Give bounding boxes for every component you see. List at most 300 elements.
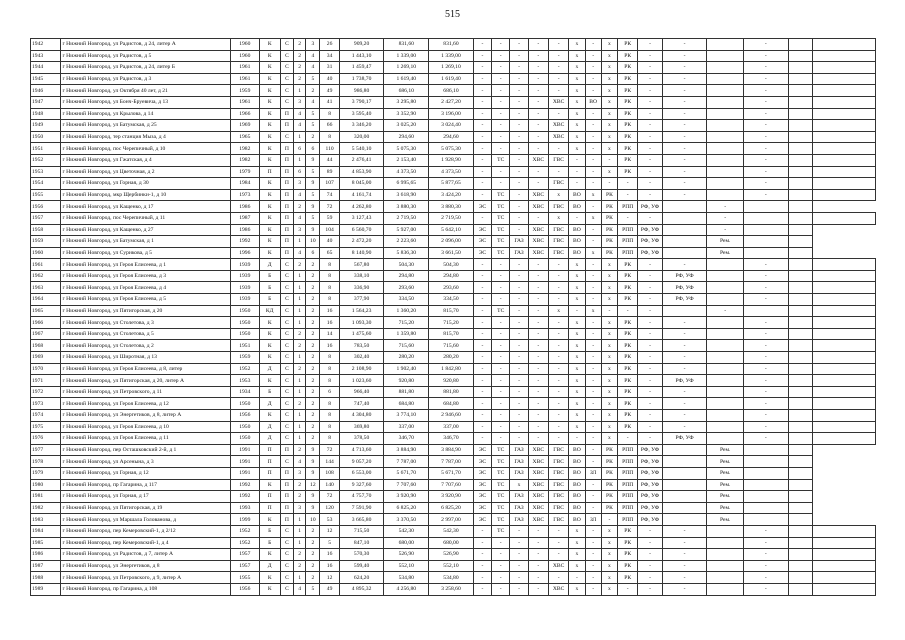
table-cell: - bbox=[662, 410, 707, 422]
table-cell: - bbox=[492, 259, 510, 271]
table-cell: С bbox=[280, 317, 293, 329]
table-cell bbox=[788, 259, 812, 271]
table-cell: 1939 bbox=[231, 259, 259, 271]
table-cell: - bbox=[638, 583, 662, 595]
table-cell: - bbox=[492, 410, 510, 422]
table-cell: 1951 bbox=[31, 143, 61, 155]
table-cell: 1 bbox=[294, 421, 306, 433]
table-cell: - bbox=[510, 410, 528, 422]
table-cell: 9 bbox=[306, 178, 320, 190]
table-row bbox=[31, 50, 876, 62]
table-cell: 2 bbox=[306, 549, 320, 561]
table-cell: 1989 bbox=[31, 583, 61, 595]
table-cell: - bbox=[473, 583, 491, 595]
table-cell: 1981 bbox=[31, 491, 61, 503]
table-cell: - bbox=[548, 386, 568, 398]
table-cell: - bbox=[662, 120, 707, 132]
table-cell bbox=[813, 154, 876, 166]
table-cell: 4 262,80 bbox=[339, 201, 384, 213]
table-cell: - bbox=[473, 131, 491, 143]
table-cell: ВО bbox=[569, 491, 585, 503]
table-cell: - bbox=[601, 154, 617, 166]
table-cell: 1957 bbox=[231, 549, 259, 561]
table-cell: П bbox=[280, 178, 293, 190]
table-cell: РК bbox=[601, 201, 617, 213]
table-cell: г Нижний Новгород, пр Гагарина, д 117 bbox=[61, 479, 231, 491]
table-cell: - bbox=[492, 73, 510, 85]
table-cell: С bbox=[280, 73, 293, 85]
table-cell: 280,20 bbox=[429, 352, 474, 364]
table-cell: г Нижний Новгород, ул Горная, д 12 bbox=[61, 467, 231, 479]
table-cell: 1959 bbox=[31, 236, 61, 248]
table-cell: - bbox=[528, 572, 548, 584]
table-cell: ГАЗ bbox=[510, 247, 528, 259]
table-cell: С bbox=[280, 525, 293, 537]
table-cell: г Нижний Новгород, ул Радистов, д 7, литер А bbox=[61, 549, 231, 561]
table-cell: РК bbox=[618, 421, 638, 433]
table-cell: 3 661,50 bbox=[429, 247, 474, 259]
table-cell: 9 bbox=[306, 154, 320, 166]
table-cell: 8 045,00 bbox=[339, 178, 384, 190]
table-cell: х bbox=[569, 328, 585, 340]
table-cell: 1 339,00 bbox=[429, 50, 474, 62]
table-cell: 2 719,50 bbox=[429, 212, 474, 224]
table-cell: РК bbox=[618, 375, 638, 387]
table-cell: - bbox=[585, 62, 601, 74]
table-cell: - bbox=[510, 108, 528, 120]
table-cell: - bbox=[585, 525, 601, 537]
table-cell: 1 bbox=[294, 572, 306, 584]
table-cell: 570,30 bbox=[339, 549, 384, 561]
table-cell bbox=[707, 317, 744, 329]
table-cell: х bbox=[601, 328, 617, 340]
table-cell: П bbox=[259, 491, 280, 503]
table-cell: 5 877,65 bbox=[429, 178, 474, 190]
table-cell: - bbox=[528, 50, 548, 62]
table-cell bbox=[707, 154, 744, 166]
table-cell: ТС bbox=[492, 525, 510, 537]
table-cell: - bbox=[548, 85, 568, 97]
table-cell: 2 bbox=[294, 549, 306, 561]
table-cell: 2 997,00 bbox=[429, 514, 474, 526]
table-cell: П bbox=[280, 143, 293, 155]
table-cell: РК bbox=[601, 491, 617, 503]
table-cell: х bbox=[601, 549, 617, 561]
table-cell: - bbox=[473, 50, 491, 62]
table-cell: - bbox=[585, 537, 601, 549]
table-cell bbox=[707, 421, 744, 433]
table-cell: - bbox=[528, 166, 548, 178]
table-cell: 1955 bbox=[231, 572, 259, 584]
table-cell: ХВС bbox=[548, 560, 568, 572]
table-cell bbox=[813, 96, 876, 108]
table-cell: - bbox=[585, 583, 601, 595]
table-cell: К bbox=[259, 96, 280, 108]
table-cell: - bbox=[473, 305, 491, 317]
table-cell: г Нижний Новгород, ул Маршала Голованова, д bbox=[61, 514, 231, 526]
table-cell: 783,50 bbox=[339, 340, 384, 352]
table-cell bbox=[788, 410, 812, 422]
table-cell: С bbox=[280, 433, 293, 445]
table-cell: х bbox=[601, 352, 617, 364]
table-cell: - bbox=[569, 154, 585, 166]
table-cell: 1987 bbox=[31, 560, 61, 572]
table-cell: - bbox=[548, 433, 568, 445]
table-cell: - bbox=[492, 143, 510, 155]
table-row bbox=[31, 456, 876, 468]
table-cell: - bbox=[492, 537, 510, 549]
table-cell: х bbox=[548, 189, 568, 201]
housing-register-table bbox=[30, 38, 876, 596]
table-cell: - bbox=[638, 259, 662, 271]
table-cell: х bbox=[601, 340, 617, 352]
table-cell: г Нижний Новгород, ул Сурикова, д 5 bbox=[61, 247, 231, 259]
table-cell: 1939 bbox=[231, 282, 259, 294]
table-row bbox=[31, 467, 876, 479]
table-cell: - bbox=[743, 352, 788, 364]
table-cell bbox=[813, 340, 876, 352]
table-cell: 1987 bbox=[231, 212, 259, 224]
table-cell: К bbox=[259, 224, 280, 236]
table-cell: - bbox=[548, 294, 568, 306]
table-cell: 4 757,70 bbox=[339, 491, 384, 503]
table-cell: - bbox=[638, 282, 662, 294]
table-cell: 599,40 bbox=[339, 560, 384, 572]
table-cell: - bbox=[492, 572, 510, 584]
table-cell bbox=[788, 467, 812, 479]
table-cell bbox=[707, 572, 744, 584]
table-cell: 108 bbox=[320, 467, 339, 479]
table-cell: РК bbox=[601, 444, 617, 456]
table-cell: - bbox=[510, 62, 528, 74]
table-cell bbox=[813, 120, 876, 132]
table-cell: 4 161,74 bbox=[339, 189, 384, 201]
table-cell bbox=[813, 375, 876, 387]
table-cell: 1952 bbox=[231, 525, 259, 537]
table-cell: 686,10 bbox=[384, 85, 429, 97]
table-cell: 1 269,10 bbox=[384, 62, 429, 74]
table-cell: - bbox=[510, 50, 528, 62]
table-cell: - bbox=[638, 178, 662, 190]
table-cell: 4 713,60 bbox=[339, 444, 384, 456]
table-cell: К bbox=[259, 375, 280, 387]
table-cell: х bbox=[601, 363, 617, 375]
table-cell bbox=[788, 247, 812, 259]
table-row bbox=[31, 96, 876, 108]
table-cell bbox=[788, 352, 812, 364]
table-cell: 377,90 bbox=[339, 294, 384, 306]
table-cell: РК bbox=[618, 85, 638, 97]
table-cell: 1944 bbox=[31, 62, 61, 74]
table-cell: х bbox=[569, 375, 585, 387]
table-cell: ГВС bbox=[548, 467, 568, 479]
table-cell: РК bbox=[618, 386, 638, 398]
table-cell: - bbox=[473, 62, 491, 74]
table-cell: 1986 bbox=[31, 549, 61, 561]
table-cell bbox=[788, 236, 812, 248]
table-cell: ТС bbox=[492, 154, 510, 166]
table-cell: 4 bbox=[294, 212, 306, 224]
table-cell: - bbox=[662, 421, 707, 433]
table-cell: г Нижний Новгород, пос Черепичный, д 10 bbox=[61, 143, 231, 155]
table-cell: 2 bbox=[306, 386, 320, 398]
table-cell: - bbox=[473, 154, 491, 166]
table-cell: РК bbox=[601, 224, 617, 236]
table-cell: ХВС bbox=[528, 502, 548, 514]
table-cell: - bbox=[743, 259, 788, 271]
table-cell: 1950 bbox=[31, 131, 61, 143]
table-cell: РФ, УФ bbox=[662, 294, 707, 306]
table-cell bbox=[813, 73, 876, 85]
table-cell: - bbox=[585, 433, 601, 445]
table-cell: - bbox=[528, 363, 548, 375]
table-cell: 5 671,70 bbox=[384, 467, 429, 479]
table-cell: 1945 bbox=[31, 73, 61, 85]
table-cell bbox=[707, 583, 744, 595]
table-cell: 6 995,65 bbox=[384, 178, 429, 190]
table-cell: - bbox=[585, 154, 601, 166]
table-cell: П bbox=[259, 456, 280, 468]
table-cell: С bbox=[280, 572, 293, 584]
table-cell: - bbox=[569, 178, 585, 190]
table-cell: 2 bbox=[294, 328, 306, 340]
table-cell: 504,30 bbox=[384, 259, 429, 271]
table-cell: Рем. bbox=[707, 236, 744, 248]
table-cell: 7 787,00 bbox=[429, 456, 474, 468]
table-cell: г Нижний Новгород, ул Пятигорская, д 19 bbox=[61, 502, 231, 514]
table-cell: - bbox=[662, 166, 707, 178]
table-cell: 2 946,60 bbox=[429, 410, 474, 422]
table-cell: П bbox=[280, 120, 293, 132]
table-cell: С bbox=[280, 363, 293, 375]
table-cell: 1 928,90 bbox=[429, 154, 474, 166]
table-cell: - bbox=[473, 166, 491, 178]
table-cell: РК bbox=[618, 549, 638, 561]
table-cell: РК bbox=[601, 479, 617, 491]
table-cell: - bbox=[743, 410, 788, 422]
table-cell: 2 bbox=[306, 433, 320, 445]
table-cell: 1959 bbox=[231, 352, 259, 364]
table-cell: 5 836,30 bbox=[384, 247, 429, 259]
table-cell: РК bbox=[618, 317, 638, 329]
table-cell: х bbox=[569, 410, 585, 422]
table-cell: - bbox=[528, 433, 548, 445]
table-cell: г Нижний Новгород, ул Героя Елисеева, д 3 bbox=[61, 270, 231, 282]
table-cell: 4 304,80 bbox=[339, 410, 384, 422]
table-cell: - bbox=[548, 410, 568, 422]
table-cell: РПП bbox=[618, 456, 638, 468]
table-cell: 1999 bbox=[231, 514, 259, 526]
table-cell bbox=[788, 317, 812, 329]
table-cell: 2 bbox=[306, 85, 320, 97]
table-cell: - bbox=[662, 154, 707, 166]
table-cell bbox=[788, 201, 812, 213]
table-cell: - bbox=[473, 328, 491, 340]
table-cell: К bbox=[259, 120, 280, 132]
table-cell: - bbox=[528, 39, 548, 51]
table-cell: - bbox=[548, 537, 568, 549]
table-cell: 8 bbox=[320, 352, 339, 364]
table-cell: 3 025,20 bbox=[384, 120, 429, 132]
table-cell: ГАЗ bbox=[510, 502, 528, 514]
table-row bbox=[31, 247, 876, 259]
table-cell: Рем. bbox=[707, 247, 744, 259]
table-cell: 40 bbox=[320, 73, 339, 85]
table-cell: - bbox=[510, 398, 528, 410]
table-cell bbox=[662, 467, 707, 479]
table-cell bbox=[743, 491, 788, 503]
table-cell: - bbox=[743, 386, 788, 398]
table-cell: ХВС bbox=[528, 189, 548, 201]
table-cell: ГВС bbox=[548, 491, 568, 503]
table-cell: 1 842,80 bbox=[429, 363, 474, 375]
table-cell: 1959 bbox=[231, 85, 259, 97]
table-cell: г Нижний Новгород, ул Октября 40 лет, д 21 bbox=[61, 85, 231, 97]
table-cell: - bbox=[569, 433, 585, 445]
table-cell: РФ, УФ bbox=[662, 270, 707, 282]
table-cell: г Нижний Новгород, ул Энергетиков, д 8, литер А bbox=[61, 410, 231, 422]
table-cell: П bbox=[280, 154, 293, 166]
table-cell: - bbox=[638, 352, 662, 364]
table-cell: 3 bbox=[294, 178, 306, 190]
table-cell bbox=[813, 189, 876, 201]
table-cell: - bbox=[601, 178, 617, 190]
table-cell: г Нижний Новгород, ул Героя Елисеева, д 4 bbox=[61, 282, 231, 294]
table-cell: - bbox=[618, 212, 638, 224]
table-cell bbox=[707, 375, 744, 387]
table-cell: - bbox=[528, 340, 548, 352]
table-cell: - bbox=[510, 39, 528, 51]
table-cell: - bbox=[473, 340, 491, 352]
table-cell: 110 bbox=[320, 143, 339, 155]
table-cell: 1952 bbox=[231, 537, 259, 549]
table-cell: РК bbox=[601, 247, 617, 259]
table-cell: 1 360,20 bbox=[384, 305, 429, 317]
table-cell: П bbox=[280, 247, 293, 259]
table-cell: г Нижний Новгород, ул Горная, д 30 bbox=[61, 178, 231, 190]
table-cell: 65 bbox=[320, 247, 339, 259]
table-cell bbox=[788, 50, 812, 62]
table-cell: - bbox=[548, 549, 568, 561]
table-cell: 3 295,80 bbox=[384, 96, 429, 108]
table-cell: - bbox=[528, 131, 548, 143]
table-row bbox=[31, 178, 876, 190]
table-cell: 1953 bbox=[31, 166, 61, 178]
table-cell: РК bbox=[618, 560, 638, 572]
table-cell: РК bbox=[601, 236, 617, 248]
table-cell: РК bbox=[618, 62, 638, 74]
table-cell: 1961 bbox=[231, 62, 259, 74]
table-cell: Д bbox=[259, 560, 280, 572]
table-cell: 1957 bbox=[231, 560, 259, 572]
table-cell: - bbox=[548, 166, 568, 178]
table-cell: - bbox=[510, 433, 528, 445]
table-cell bbox=[707, 39, 744, 51]
table-cell: - bbox=[548, 328, 568, 340]
table-cell bbox=[813, 178, 876, 190]
table-cell bbox=[813, 143, 876, 155]
table-cell bbox=[707, 166, 744, 178]
table-cell: 1 564,23 bbox=[339, 305, 384, 317]
table-cell bbox=[813, 50, 876, 62]
table-row bbox=[31, 317, 876, 329]
table-cell: 1974 bbox=[31, 410, 61, 422]
table-cell bbox=[813, 212, 876, 224]
table-cell: г Нижний Новгород, тер станция Мыза, д 4 bbox=[61, 131, 231, 143]
table-cell: - bbox=[585, 502, 601, 514]
table-cell: - bbox=[510, 73, 528, 85]
table-cell: - bbox=[585, 120, 601, 132]
table-cell bbox=[707, 386, 744, 398]
table-cell: х bbox=[569, 85, 585, 97]
table-cell: - bbox=[585, 85, 601, 97]
table-cell: 5 bbox=[306, 212, 320, 224]
table-cell bbox=[788, 131, 812, 143]
table-cell: - bbox=[743, 398, 788, 410]
table-cell: 1958 bbox=[31, 224, 61, 236]
table-cell: - bbox=[743, 340, 788, 352]
table-cell bbox=[813, 410, 876, 422]
table-cell: ЭС bbox=[473, 456, 491, 468]
table-cell: - bbox=[569, 305, 585, 317]
table-cell: К bbox=[259, 143, 280, 155]
table-cell: - bbox=[618, 583, 638, 595]
table-cell: - bbox=[528, 421, 548, 433]
table-cell: ТС bbox=[492, 201, 510, 213]
table-cell: К bbox=[259, 317, 280, 329]
table-cell: 72 bbox=[320, 491, 339, 503]
table-cell bbox=[788, 166, 812, 178]
table-row bbox=[31, 212, 876, 224]
table-cell: С bbox=[280, 270, 293, 282]
table-cell: ВО bbox=[569, 247, 585, 259]
table-cell: 1993 bbox=[231, 502, 259, 514]
table-cell: 2 223,60 bbox=[384, 236, 429, 248]
table-cell: х bbox=[601, 560, 617, 572]
table-cell: 4 bbox=[306, 96, 320, 108]
table-cell: 1971 bbox=[31, 375, 61, 387]
table-cell: РК bbox=[618, 50, 638, 62]
table-cell: - bbox=[585, 39, 601, 51]
table-cell: х bbox=[601, 433, 617, 445]
table-row bbox=[31, 143, 876, 155]
table-cell: 920,80 bbox=[429, 375, 474, 387]
table-cell: 16 bbox=[320, 305, 339, 317]
table-cell: - bbox=[548, 108, 568, 120]
table-cell: х bbox=[569, 270, 585, 282]
table-cell: 2 153,40 bbox=[384, 154, 429, 166]
table-cell: 1 bbox=[294, 410, 306, 422]
table-cell: г Нижний Новгород, ул Героя Елисеева, д 8, литер bbox=[61, 363, 231, 375]
table-cell: 2 bbox=[306, 131, 320, 143]
table-cell: - bbox=[473, 317, 491, 329]
table-cell: С bbox=[280, 340, 293, 352]
table-cell: - bbox=[618, 433, 638, 445]
table-cell: Рем. bbox=[707, 444, 744, 456]
table-cell: - bbox=[743, 131, 788, 143]
table-cell: К bbox=[259, 212, 280, 224]
table-cell: - bbox=[618, 178, 638, 190]
table-cell: 9 327,60 bbox=[339, 479, 384, 491]
table-cell bbox=[788, 525, 812, 537]
table-cell bbox=[813, 560, 876, 572]
table-cell: 2 bbox=[294, 444, 306, 456]
table-cell: г Нижний Новгород, ул Арсенына, д 3 bbox=[61, 456, 231, 468]
table-cell: - bbox=[743, 73, 788, 85]
table-cell: 2 bbox=[306, 410, 320, 422]
table-cell: 2 bbox=[294, 201, 306, 213]
table-cell: 1956 bbox=[231, 410, 259, 422]
